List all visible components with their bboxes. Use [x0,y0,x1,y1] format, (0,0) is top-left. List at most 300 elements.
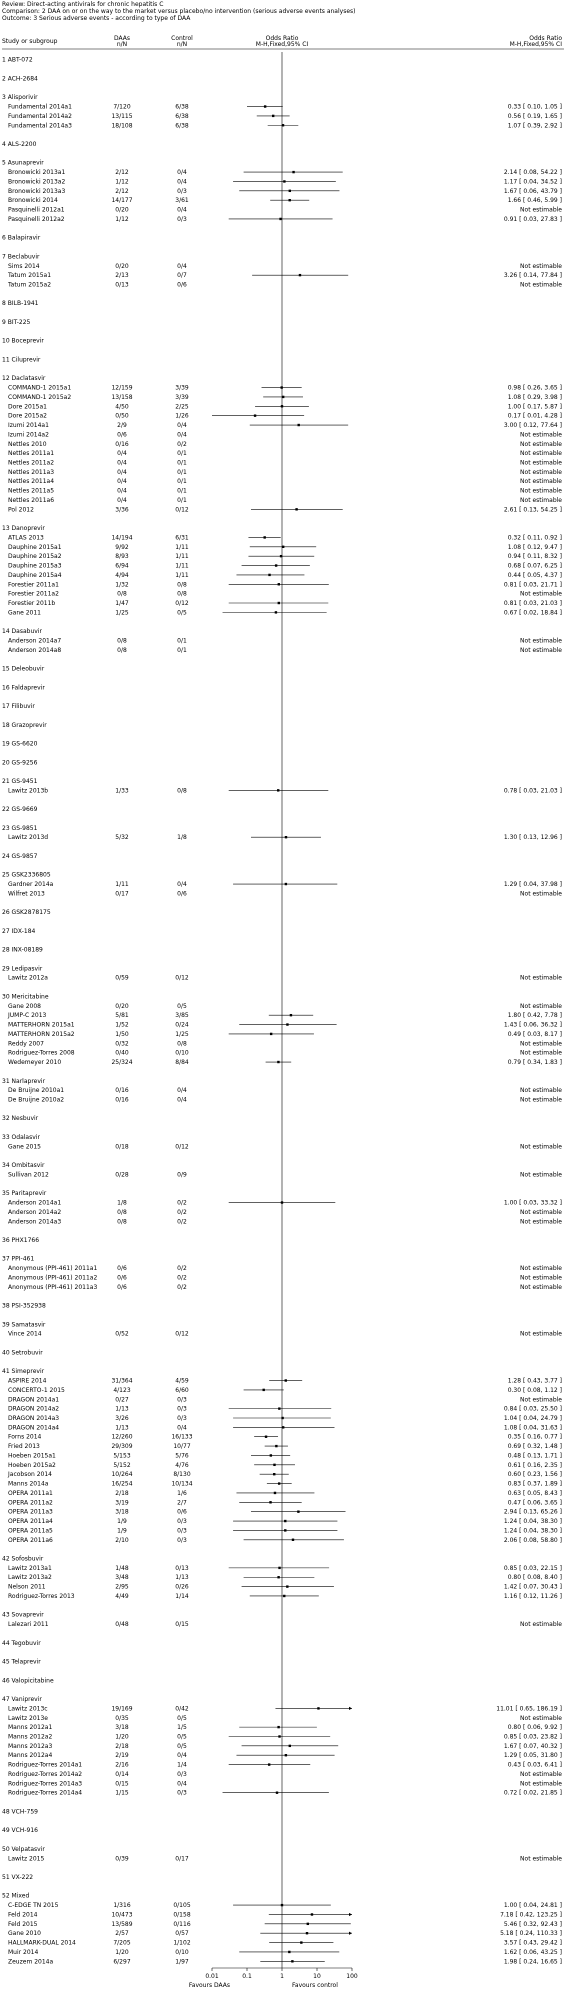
point-estimate [282,396,284,398]
control-count: 6/38 [175,103,189,111]
study-label: Anderson 2014a8 [8,646,62,654]
subgroup-label: 28 INX-08189 [2,946,43,954]
control-count: 0/3 [177,187,187,195]
subgroup-label: 20 GS-9256 [2,759,38,767]
daa-count: 13/115 [111,112,133,120]
study-label: Manns 2012a1 [8,1724,53,1732]
odds-ratio-text: Not estimable [520,1274,562,1282]
subgroup-label: 11 Ciluprevir [2,356,41,364]
daa-count: 0/20 [115,1002,129,1010]
control-count: 1/13 [175,1574,189,1582]
point-estimate [284,1520,286,1522]
point-estimate [300,1941,302,1943]
daa-count: 3/19 [115,1499,129,1507]
study-label: Forestier 2011a1 [8,581,59,589]
daa-count: 0/48 [115,1621,129,1629]
control-count: 0/3 [177,1396,187,1404]
subgroup-label: 17 Filibuvir [2,703,35,711]
control-count: 6/60 [175,1386,189,1394]
study-label: DRAGON 2014a2 [8,1405,60,1413]
control-count: 0/116 [173,1920,191,1928]
daa-count: 1/50 [115,1030,129,1038]
subgroup-label: 18 Grazoprevir [2,721,47,729]
odds-ratio-text: 1.08 [ 0.29, 3.98 ] [507,393,562,401]
study-label: Rodriguez-Torres 2014a2 [8,1770,83,1778]
odds-ratio-text: Not estimable [520,1265,562,1273]
odds-ratio-text: 1.16 [ 0.12, 11.26 ] [503,1592,562,1600]
daa-count: 8/93 [115,553,129,561]
subgroup-label: 1 ABT-072 [2,56,33,64]
subgroup-label: 13 Danoprevir [2,525,45,533]
odds-ratio-text: 0.67 [ 0.02, 18.84 ] [503,609,562,617]
daa-count: 1/316 [113,1902,131,1910]
odds-ratio-text: 2.61 [ 0.13, 54.25 ] [503,506,562,514]
control-count: 3/61 [175,197,189,205]
daa-count: 0/17 [115,890,129,898]
study-label: Anderson 2014a3 [8,1218,62,1226]
odds-ratio-text: Not estimable [520,1002,562,1010]
odds-ratio-text: 1.08 [ 0.12, 9.47 ] [507,543,562,551]
subgroup-label: 40 Setrobuvir [2,1349,43,1357]
control-count: 0/3 [177,1789,187,1797]
study-label: Anderson 2014a7 [8,637,62,645]
subgroup-label: 35 Paritaprevir [2,1190,47,1198]
study-label: Gardner 2014a [8,881,54,889]
control-count: 0/5 [177,609,187,617]
daa-count: 25/324 [111,1059,133,1067]
col-or: Odds Ratio [265,35,299,42]
study-label: Lawitz 2013a2 [8,1574,52,1582]
point-estimate [291,1960,293,1962]
daa-count: 0/50 [115,412,129,420]
study-label: Bronowicki 2013a2 [8,178,66,186]
daa-count: 0/6 [117,431,127,439]
control-count: 0/3 [177,1770,187,1778]
odds-ratio-text: 0.91 [ 0.03, 27.83 ] [503,215,562,223]
study-label: Dauphine 2015a3 [8,562,62,570]
odds-ratio-text: 5.46 [ 0.32, 92.43 ] [503,1920,562,1928]
odds-ratio-text: 0.81 [ 0.03, 21.71 ] [503,581,562,589]
study-label: Nettles 2011a6 [8,496,55,504]
subgroup-label: 26 GSK2878175 [2,909,51,917]
control-count: 0/12 [175,1143,189,1151]
subgroup-label: 45 Telaprevir [2,1658,41,1666]
subgroup-label: 34 Ombitasvir [2,1162,45,1170]
ci-arrow [349,1932,352,1935]
subgroup-label: 31 Narlaprevir [2,1077,46,1085]
odds-ratio-text: 0.32 [ 0.11, 0.92 ] [507,534,562,542]
study-label: MATTERHORN 2015a1 [8,1021,75,1029]
study-label: Dauphine 2015a1 [8,543,62,551]
control-count: 0/4 [177,206,187,214]
odds-ratio-text: Not estimable [520,262,562,270]
odds-ratio-text: 0.43 [ 0.03, 6.41 ] [507,1761,562,1769]
point-estimate [307,1923,309,1925]
point-estimate [264,105,266,107]
daa-count: 4/94 [115,571,129,579]
study-label: Feld 2014 [8,1911,38,1919]
daa-count: 0/52 [115,1330,129,1338]
control-count: 1/14 [175,1592,189,1600]
daa-count: 0/8 [117,590,127,598]
control-count: 0/5 [177,1733,187,1741]
daa-count: 0/13 [115,281,129,289]
daa-count: 0/8 [117,1208,127,1216]
axis-tick-label: 1 [280,1973,284,1980]
control-count: 0/5 [177,1714,187,1722]
daa-count: 0/20 [115,262,129,270]
point-estimate [278,1567,280,1569]
ci-arrow [349,1707,352,1710]
control-count: 0/6 [177,281,187,289]
control-count: 0/1 [177,450,187,458]
control-count: 0/6 [177,890,187,898]
daa-count: 2/19 [115,1752,129,1760]
daa-count: 7/120 [113,103,131,111]
daa-count: 2/12 [115,169,129,177]
study-label: ASPIRE 2014 [8,1377,47,1385]
study-label: De Bruijne 2010a2 [8,1096,65,1104]
control-count: 4/59 [175,1377,189,1385]
col-or2-sub: M-H,Fixed,95% CI [509,41,562,48]
odds-ratio-text: Not estimable [520,1283,562,1291]
study-label: C-EDGE TN 2015 [8,1902,59,1910]
odds-ratio-text: Not estimable [520,206,562,214]
odds-ratio-text: 3.57 [ 0.43, 29.42 ] [503,1939,562,1947]
study-label: Pasquinelli 2012a2 [8,215,65,223]
control-count: 0/3 [177,1527,187,1535]
control-count: 0/5 [177,1742,187,1750]
daa-count: 6/297 [113,1958,131,1966]
point-estimate [284,1529,286,1531]
control-count: 0/17 [175,1855,189,1863]
odds-ratio-text: 7.18 [ 0.42, 123.25 ] [500,1911,562,1919]
point-estimate [279,218,281,220]
odds-ratio-text: 0.72 [ 0.02, 21.85 ] [503,1789,562,1797]
daa-count: 1/9 [117,1518,127,1526]
point-estimate [317,1707,319,1709]
daa-count: 0/6 [117,1283,127,1291]
study-label: Forestier 2011b [8,600,56,608]
study-label: Anonymous (PPI-461) 2011a1 [8,1265,98,1273]
control-count: 1/4 [177,1761,187,1769]
control-count: 0/7 [177,272,187,280]
study-label: Nettles 2011a1 [8,450,55,458]
odds-ratio-text: Not estimable [520,1330,562,1338]
col-or-sub: M-H,Fixed,95% CI [255,41,309,48]
study-label: Rodriguez-Torres 2008 [8,1049,75,1057]
study-label: Manns 2012a2 [8,1733,53,1741]
subgroup-label: 47 Vaniprevir [2,1696,42,1704]
odds-ratio-text: Not estimable [520,1855,562,1863]
subgroup-label: 52 Mixed [2,1892,30,1900]
odds-ratio-text: Not estimable [520,1780,562,1788]
study-label: Fundamental 2014a2 [8,112,72,120]
point-estimate [254,414,256,416]
col-daa: DAAs [113,35,131,42]
study-label: Fried 2013 [8,1443,40,1451]
point-estimate [278,602,280,604]
x-axis [205,52,358,1980]
daa-count: 5/152 [113,1461,131,1469]
subgroup-label: 14 Dasabuvir [2,628,42,636]
control-count: 1/11 [175,543,189,551]
point-estimate [311,1913,313,1915]
study-label: OPERA 2011a4 [8,1518,53,1526]
odds-ratio-text: 1.29 [ 0.04, 37.98 ] [503,881,562,889]
study-label: Nettles 2011a2 [8,459,55,467]
control-count: 0/4 [177,422,187,430]
favours-left: Favours DAAs [188,1982,230,1989]
study-label: Gane 2015 [8,1143,41,1151]
study-label: Lawitz 2013c [8,1705,48,1713]
study-label: DRAGON 2014a4 [8,1424,60,1432]
point-estimate [278,1407,280,1409]
point-estimate [285,883,287,885]
daa-count: 0/4 [117,496,127,504]
control-count: 0/42 [175,1705,189,1713]
study-label: HALLMARK-DUAL 2014 [8,1939,76,1947]
daa-count: 3/36 [115,506,129,514]
control-count: 0/9 [177,1171,187,1179]
study-label: Manns 2014a [8,1480,49,1488]
daa-count: 9/92 [115,543,129,551]
daa-count: 1/48 [115,1564,129,1572]
study-label: Nelson 2011 [8,1583,46,1591]
point-estimate [286,1023,288,1025]
daa-count: 10/264 [111,1471,133,1479]
odds-ratio-text: 1.67 [ 0.06, 43.79 ] [503,187,562,195]
control-count: 0/3 [177,1414,187,1422]
control-count: 0/4 [177,1087,187,1095]
odds-ratio-text: 11.01 [ 0.65, 186.19 ] [496,1705,562,1713]
odds-ratio-text: 5.18 [ 0.24, 110.33 ] [500,1930,562,1938]
control-count: 0/8 [177,787,187,795]
study-label: COMMAND-1 2015a2 [8,393,72,401]
point-estimate [278,1735,280,1737]
study-label: OPERA 2011a1 [8,1489,53,1497]
subgroup-label: 22 GS-9669 [2,806,38,814]
daa-count: 2/12 [115,187,129,195]
point-estimate [297,1510,299,1512]
subgroup-label: 21 GS-9451 [2,777,38,785]
column-headers [2,35,562,48]
odds-ratio-text: Not estimable [520,440,562,448]
control-count: 0/3 [177,1518,187,1526]
odds-ratio-text: 1.28 [ 0.43, 3.77 ] [507,1377,562,1385]
daa-count: 0/15 [115,1780,129,1788]
daa-count: 0/4 [117,468,127,476]
point-estimate [283,1595,285,1597]
daa-count: 5/32 [115,834,129,842]
study-label: MATTERHORN 2015a2 [8,1030,75,1038]
subgroup-label: 7 Beclabuvir [2,253,40,261]
daa-count: 1/25 [115,609,129,617]
point-estimate [285,836,287,838]
odds-ratio-text: Not estimable [520,496,562,504]
control-count: 0/2 [177,1218,187,1226]
odds-ratio-text: 1.17 [ 0.04, 34.52 ] [503,178,562,186]
study-label: Wedemeyer 2010 [8,1059,62,1067]
odds-ratio-text: 1.98 [ 0.24, 16.65 ] [503,1958,562,1966]
odds-ratio-text: 2.06 [ 0.08, 58.80 ] [503,1536,562,1544]
subgroup-label: 16 Faldaprevir [2,684,45,692]
daa-count: 19/169 [111,1705,133,1713]
study-label: Jacobson 2014 [8,1471,53,1479]
daa-count: 3/48 [115,1574,129,1582]
daa-count: 1/12 [115,215,129,223]
control-count: 0/2 [177,1199,187,1207]
odds-ratio-text: 1.42 [ 0.07, 30.43 ] [503,1583,562,1591]
odds-ratio-text: 1.29 [ 0.05, 31.80 ] [503,1752,562,1760]
study-label: Manns 2012a4 [8,1752,53,1760]
col-control: Control [171,35,193,42]
daa-count: 0/28 [115,1171,129,1179]
odds-ratio-text: 1.00 [ 0.04, 24.81 ] [503,1902,562,1910]
daa-count: 0/6 [117,1274,127,1282]
odds-ratio-text: 1.62 [ 0.06, 43.25 ] [503,1948,562,1956]
subgroup-label: 43 Sovaprevir [2,1611,44,1619]
subgroup-label: 10 Boceprevir [2,337,44,345]
point-estimate [299,274,301,276]
odds-ratio-text: Not estimable [520,1714,562,1722]
control-count: 0/5 [177,1002,187,1010]
point-estimate [277,1061,279,1063]
odds-ratio-text: 3.00 [ 0.12, 77.64 ] [503,422,562,430]
daa-count: 14/177 [111,197,133,205]
odds-ratio-text: 0.80 [ 0.06, 9.92 ] [507,1724,562,1732]
study-label: OPERA 2011a3 [8,1508,53,1516]
daa-count: 4/123 [113,1386,131,1394]
daa-count: 29/309 [111,1443,133,1451]
point-estimate [275,1445,277,1447]
point-estimate [272,115,274,117]
odds-ratio-text: 0.79 [ 0.34, 1.83 ] [507,1059,562,1067]
control-count: 0/4 [177,178,187,186]
daa-count: 2/18 [115,1742,129,1750]
point-estimate [289,199,291,201]
study-label: Gane 2011 [8,609,41,617]
point-estimate [280,386,282,388]
study-label: Gane 2010 [8,1930,41,1938]
odds-ratio-text: Not estimable [520,1621,562,1629]
daa-count: 2/57 [115,1930,129,1938]
study-label: Wilfret 2013 [8,890,45,898]
subgroup-label: 51 VX-222 [2,1874,34,1882]
control-count: 0/4 [177,1424,187,1432]
col-study: Study or subgroup [2,38,58,45]
odds-ratio-text: 1.24 [ 0.04, 38.30 ] [503,1518,562,1526]
study-label: Gane 2008 [8,1002,41,1010]
control-count: 0/1 [177,496,187,504]
daa-count: 0/4 [117,487,127,495]
odds-ratio-text: Not estimable [520,459,562,467]
daa-count: 10/473 [111,1911,133,1919]
point-estimate [278,1482,280,1484]
study-label: Lalezari 2011 [8,1621,49,1629]
study-label: CONCERTO-1 2015 [8,1386,65,1394]
study-label: Bronowicki 2013a3 [8,187,66,195]
odds-ratio-text: 1.30 [ 0.13, 12.96 ] [503,834,562,842]
study-label: Bronowicki 2014 [8,197,58,205]
daa-count: 1/20 [115,1733,129,1741]
odds-ratio-text: 0.68 [ 0.07, 6.25 ] [507,562,562,570]
study-label: Pasquinelli 2012a1 [8,206,65,214]
subgroup-label: 6 Balapiravir [2,234,41,242]
daa-count: 14/194 [111,534,133,542]
point-estimate [269,1501,271,1503]
subgroup-label: 27 IDX-184 [2,927,36,935]
control-count: 1/102 [173,1939,191,1947]
study-label: Vince 2014 [8,1330,42,1338]
daa-count: 0/32 [115,1040,129,1048]
daa-count: 1/9 [117,1527,127,1535]
odds-ratio-text: Not estimable [520,1143,562,1151]
point-estimate [306,1932,308,1934]
point-estimate [276,1791,278,1793]
study-label: Dauphine 2015a4 [8,571,62,579]
daa-count: 0/8 [117,637,127,645]
subgroup-label: 46 Valopicitabine [2,1677,54,1685]
outcome-line: Outcome: 3 Serious adverse events - according to type of DAA [2,15,191,22]
review-line: Review: Direct-acting antivirals for chronic hepatitis C [2,1,164,8]
study-label: Hoeben 2015a1 [8,1452,56,1460]
control-count: 3/85 [175,1012,189,1020]
daa-count: 13/589 [111,1920,133,1928]
control-count: 0/4 [177,169,187,177]
daa-count: 2/13 [115,272,129,280]
odds-ratio-text: 1.66 [ 0.46, 5.99 ] [507,197,562,205]
daa-count: 3/18 [115,1724,129,1732]
daa-count: 31/364 [111,1377,133,1385]
comparison-line: Comparison: 2 DAA on or on the way to the market versus placebo/no intervention (serious adverse events analyses) [2,8,356,15]
control-count: 0/4 [177,262,187,270]
daa-count: 1/13 [115,1405,129,1413]
odds-ratio-text: Not estimable [520,1040,562,1048]
study-label: Rodriguez-Torres 2013 [8,1592,75,1600]
point-estimate [277,1576,279,1578]
study-label: Anderson 2014a1 [8,1199,62,1207]
subgroup-label: 33 Odalasvir [2,1133,40,1141]
daa-count: 1/8 [117,1199,127,1207]
subgroup-label: 39 Samatasvir [2,1321,46,1329]
odds-ratio-text: 1.67 [ 0.07, 40.32 ] [503,1742,562,1750]
control-count: 0/13 [175,1564,189,1572]
ci-arrow [349,1913,352,1916]
daa-count: 1/13 [115,1424,129,1432]
point-estimate [262,1389,264,1391]
control-count: 1/11 [175,553,189,561]
study-label: Zeuzem 2014a [8,1958,54,1966]
study-label: OPERA 2011a5 [8,1527,53,1535]
control-count: 0/2 [177,1208,187,1216]
point-estimate [285,1379,287,1381]
odds-ratio-text: 0.30 [ 0.08, 1.12 ] [507,1386,562,1394]
control-count: 0/2 [177,1265,187,1273]
control-count: 1/25 [175,1030,189,1038]
control-count: 6/38 [175,112,189,120]
odds-ratio-text: 0.17 [ 0.01, 4.28 ] [507,412,562,420]
axis-tick-label: 0.01 [205,1973,219,1980]
daa-count: 1/52 [115,1021,129,1029]
subgroup-label: 12 Daclatasvir [2,375,46,383]
col-control-sub: n/N [176,41,188,48]
study-label: Rodriguez-Torres 2014a4 [8,1789,83,1797]
subgroup-label: 15 Deleobuvir [2,665,45,673]
subgroup-label: 36 PHX1766 [2,1237,40,1245]
control-count: 5/76 [175,1452,189,1460]
odds-ratio-text: 0.78 [ 0.03, 21.03 ] [503,787,562,795]
